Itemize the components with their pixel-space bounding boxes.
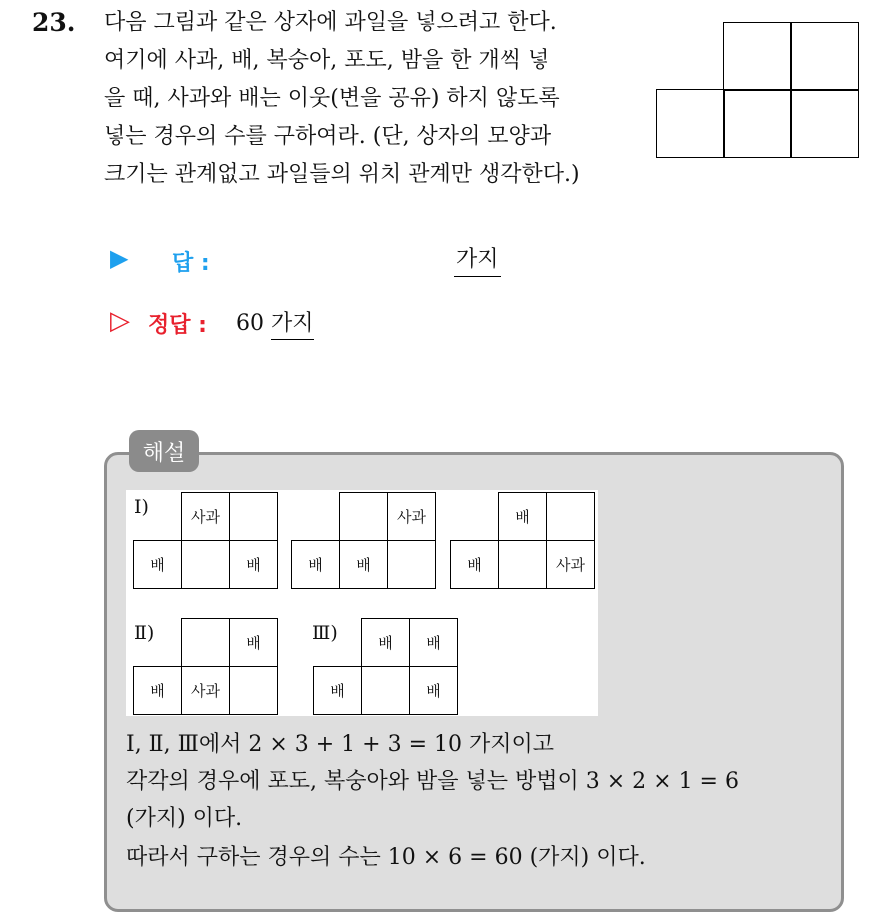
solution-line-3: (가지) 이다.	[126, 806, 243, 831]
correct-arrow-icon: ▷	[110, 306, 130, 336]
answer-row	[110, 244, 530, 276]
box-cell	[723, 22, 792, 91]
answer-arrow-icon: ▶	[110, 244, 129, 272]
answer-input-blank[interactable]: 가지	[454, 242, 501, 277]
grid1-top-2	[229, 492, 278, 541]
question-line-2: 여기에 사과, 배, 복숭아, 포도, 밤을 한 개씩 넣	[104, 48, 550, 73]
grid1-bottom-3: 배	[229, 540, 278, 589]
case-label-3: Ⅲ)	[312, 622, 338, 644]
grid2-bottom-2: 배	[339, 540, 388, 589]
grid5-bottom-3: 배	[409, 666, 458, 715]
grid4-top-1	[181, 618, 230, 667]
grid5-bottom-1: 배	[313, 666, 362, 715]
grid4-top-2: 배	[229, 618, 278, 667]
grid2-bottom-1: 배	[291, 540, 340, 589]
grid3-bottom-1: 배	[450, 540, 499, 589]
grid2-bottom-3	[387, 540, 436, 589]
correct-answer-row	[110, 306, 370, 338]
grid3-bottom-2	[498, 540, 547, 589]
correct-answer-label: 정답 :	[148, 313, 207, 338]
grid3-top-2	[546, 492, 595, 541]
question-line-3: 을 때, 사과와 배는 이웃(변을 공유) 하지 않도록	[104, 86, 560, 111]
box-cell	[790, 22, 859, 91]
correct-answer-value	[236, 306, 314, 337]
solution-line-4: 따라서 구하는 경우의 수는 10 × 6 = 60 (가지) 이다.	[126, 845, 646, 870]
correct-answer-unit: 가지	[271, 311, 314, 340]
grid5-top-2: 배	[409, 618, 458, 667]
solution-cases-figure	[126, 490, 598, 716]
grid1-bottom-2	[181, 540, 230, 589]
question-line-5: 크기는 관계없고 과일들의 위치 관계만 생각한다.)	[104, 162, 580, 187]
question-line-1: 다음 그림과 같은 상자에 과일을 넣으려고 한다.	[104, 10, 557, 35]
grid4-bottom-1: 배	[133, 666, 182, 715]
case-label-1: Ⅰ)	[134, 496, 149, 518]
correct-answer-number: 60	[236, 311, 264, 336]
grid5-bottom-2	[361, 666, 410, 715]
grid3-bottom-3: 사과	[546, 540, 595, 589]
solution-line-1: Ⅰ, Ⅱ, Ⅲ에서 2 × 3 + 1 + 3 = 10 가지이고	[126, 732, 554, 757]
box-cell	[790, 89, 859, 158]
grid4-bottom-2: 사과	[181, 666, 230, 715]
solution-tab	[129, 430, 199, 472]
case-label-2: Ⅱ)	[134, 622, 155, 644]
grid1-top-1: 사과	[181, 492, 230, 541]
grid4-bottom-3	[229, 666, 278, 715]
grid5-top-1: 배	[361, 618, 410, 667]
solution-line-2: 각각의 경우에 포도, 복숭아와 밤을 넣는 방법이 3 × 2 × 1 = 6	[126, 769, 739, 794]
solution-tab-label: 해설	[142, 440, 186, 466]
grid2-top-1	[339, 492, 388, 541]
grid3-top-1: 배	[498, 492, 547, 541]
question-line-4: 넣는 경우의 수를 구하여라. (단, 상자의 모양과	[104, 124, 552, 149]
question-number: 23.	[32, 8, 76, 37]
grid1-bottom-1: 배	[133, 540, 182, 589]
box-cell	[656, 89, 725, 158]
grid2-top-2: 사과	[387, 492, 436, 541]
answer-label: 답 :	[172, 251, 210, 276]
box-cell	[723, 89, 792, 158]
